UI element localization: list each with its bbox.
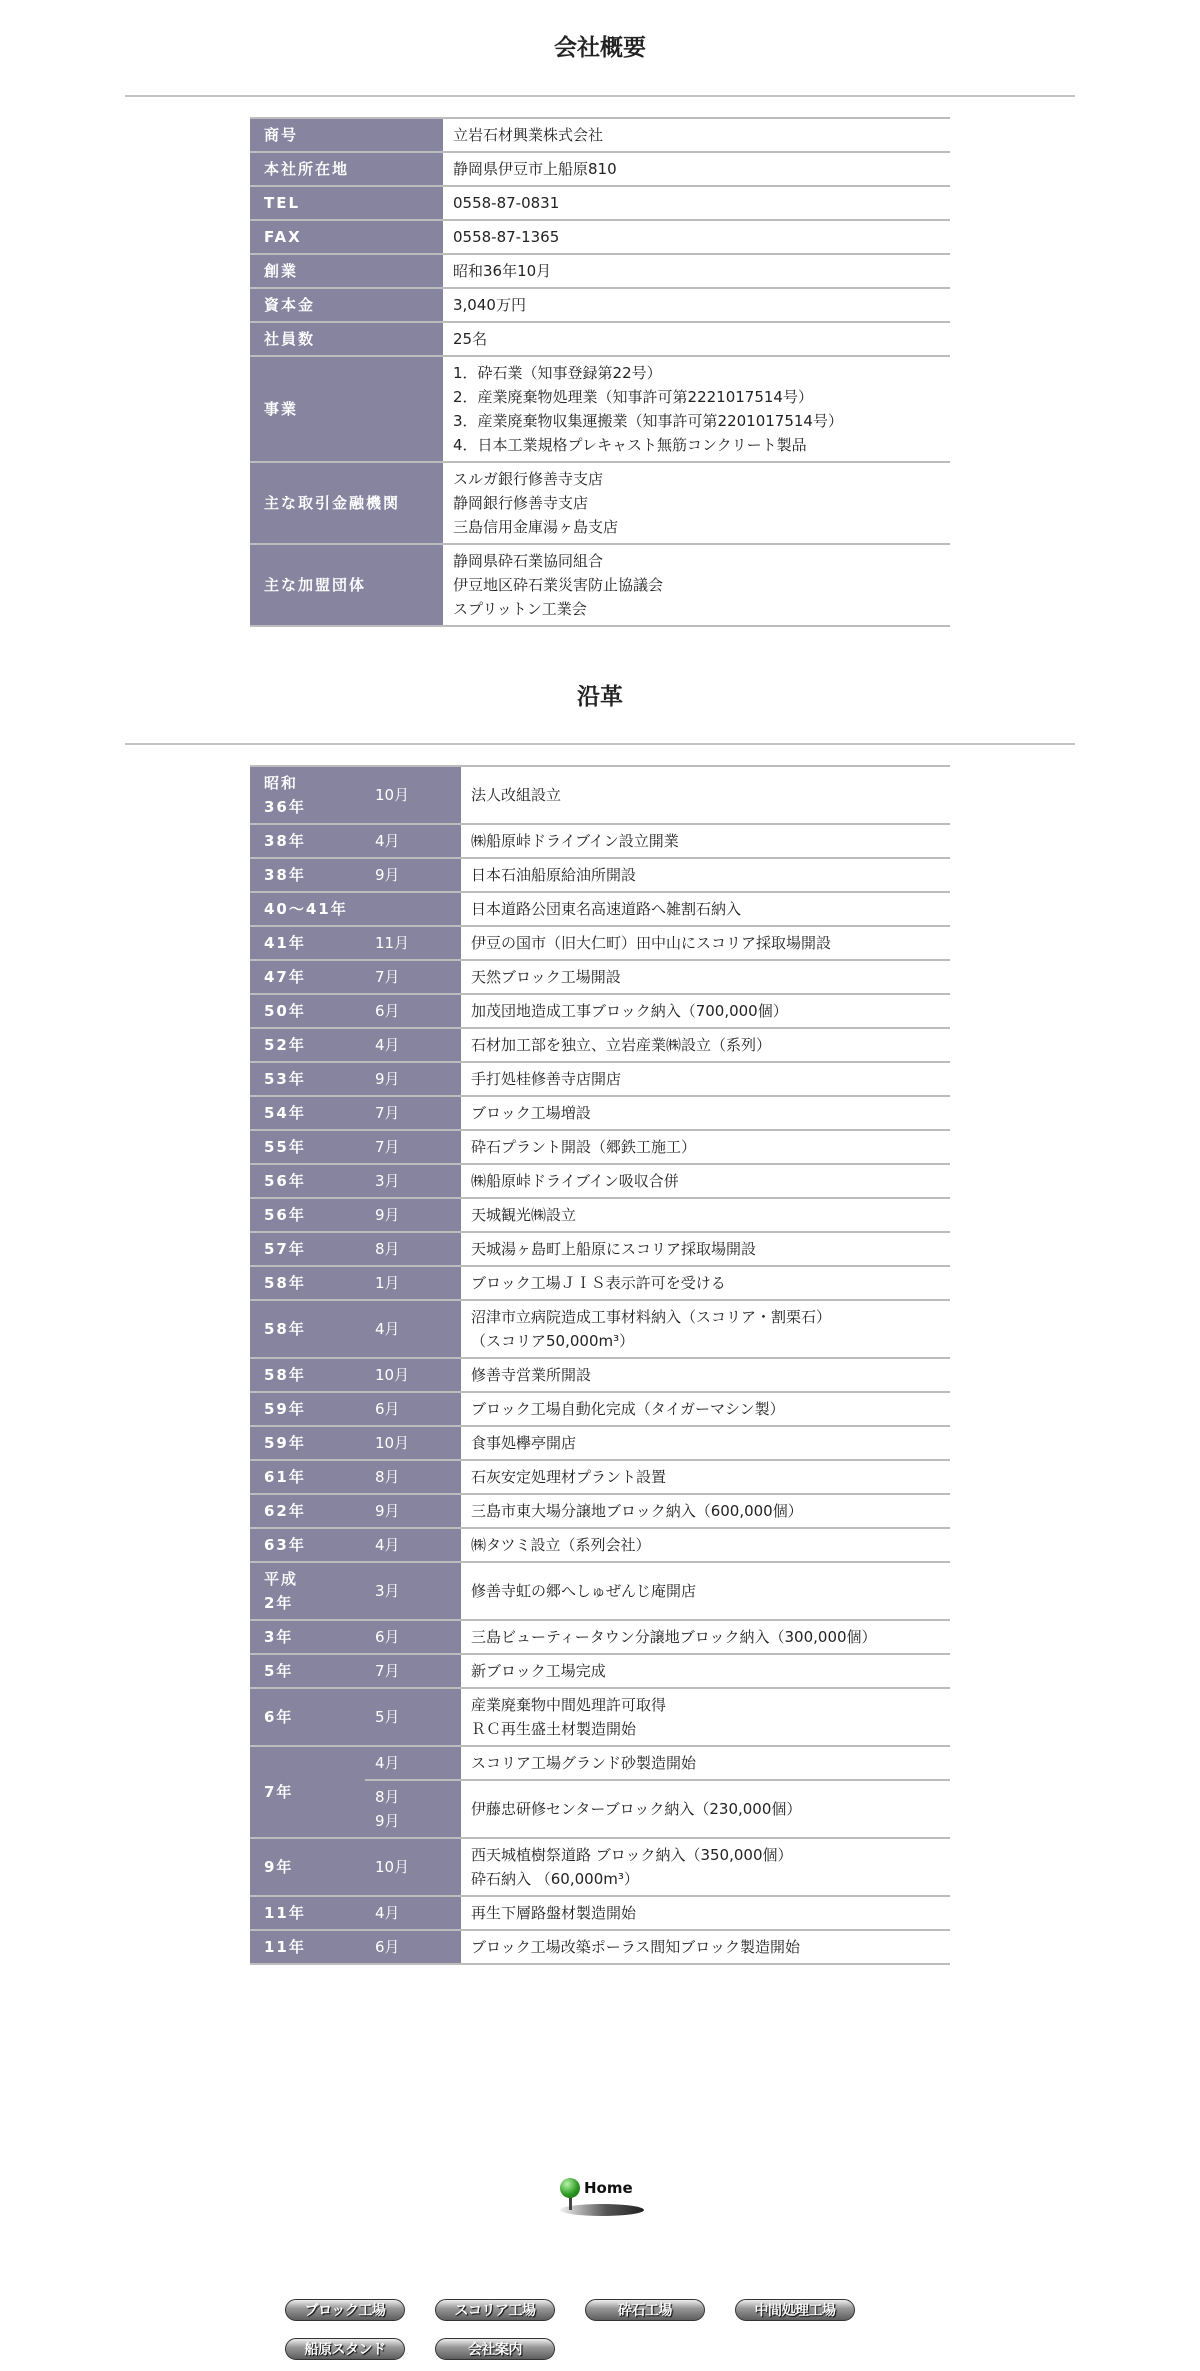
history-event: 日本道路公団東名高速道路へ雑割石納入 [461,892,950,926]
overview-row [250,356,950,462]
history-year: 57年 [250,1232,365,1266]
history-year: 54年 [250,1096,365,1130]
history-year: 41年 [250,926,365,960]
history-year: 50年 [250,994,365,1028]
overview-value-line: 静岡銀行修善寺支店 [453,494,589,512]
nav-button-funabara-stand[interactable]: 船原スタンド [285,2338,405,2360]
history-event: 天然ブロック工場開設 [461,960,950,994]
history-event: 伊藤忠研修センターブロック納入（230,000個） [461,1780,950,1838]
overview-row [250,254,950,288]
history-month: 4月 [365,824,461,858]
nav-button-intermediate-processing[interactable]: 中間処理工場 [735,2299,855,2321]
history-month: 10月 [365,1426,461,1460]
history-row [250,1460,950,1494]
history-event: 砕石プラント開設（郷鉄工施工） [461,1130,950,1164]
overview-label: 主な加盟団体 [250,544,443,626]
history-month: 10月 [365,766,461,824]
history-year: 9年 [250,1838,365,1896]
history-year: 平成 2年 [250,1562,365,1620]
history-event: 新ブロック工場完成 [461,1654,950,1688]
history-month: 9月 [365,858,461,892]
history-event: 再生下層路盤材製造開始 [461,1896,950,1930]
history-year: 53年 [250,1062,365,1096]
overview-label: FAX [250,220,443,254]
nav-button-company-info[interactable]: 会社案内 [435,2338,555,2360]
home-link[interactable] [556,2170,646,2220]
history-year: 56年 [250,1198,365,1232]
history-year: 47年 [250,960,365,994]
overview-value-line: スルガ銀行修善寺支店 [453,470,604,488]
history-month: 8月 [365,1460,461,1494]
overview-value-line: 静岡県砕石業協同組合 [453,552,604,570]
history-row [250,1164,950,1198]
history-event: 法人改組設立 [461,766,950,824]
history-year: 38年 [250,858,365,892]
history-year: 昭和 36年 [250,766,365,824]
history-month [365,892,461,926]
overview-value: 昭和36年10月 [443,254,950,288]
history-event: 天城観光㈱設立 [461,1198,950,1232]
history-event: ㈱船原峠ドライブイン吸収合併 [461,1164,950,1198]
overview-row [250,152,950,186]
overview-value-line: スプリットン工業会 [453,600,587,618]
history-divider [125,743,1075,745]
history-month: 6月 [365,1392,461,1426]
history-row [250,994,950,1028]
history-month: 4月 [365,1746,461,1780]
overview-label: 事業 [250,356,443,462]
history-year: 58年 [250,1300,365,1358]
company-history-table [250,765,950,1965]
overview-value: 0558-87-1365 [443,220,950,254]
overview-value-line: 三島信用金庫湯ヶ島支店 [453,518,619,536]
history-row [250,1528,950,1562]
overview-row [250,288,950,322]
history-row [250,926,950,960]
home-pin-icon [569,2196,572,2210]
nav-button-block-factory[interactable]: ブロック工場 [285,2299,405,2321]
history-row [250,1198,950,1232]
history-event: ブロック工場自動化完成（タイガーマシン製） [461,1392,950,1426]
history-event: ㈱船原峠ドライブイン設立開業 [461,824,950,858]
overview-label: 資本金 [250,288,443,322]
history-event: 加茂団地造成工事ブロック納入（700,000個） [461,994,950,1028]
history-event: ブロック工場増設 [461,1096,950,1130]
history-month: 4月 [365,1028,461,1062]
history-month: 6月 [365,1930,461,1964]
overview-value-line: 伊豆地区砕石業災害防止協議会 [453,576,664,594]
overview-value [443,356,950,462]
history-event: 日本石油船原給油所開設 [461,858,950,892]
overview-value: 0558-87-0831 [443,186,950,220]
history-row [250,1654,950,1688]
overview-value: 静岡県伊豆市上船原810 [443,152,950,186]
history-row [250,1562,950,1620]
history-month: 3月 [365,1164,461,1198]
overview-label: 商号 [250,118,443,152]
overview-row [250,220,950,254]
overview-row [250,118,950,152]
history-year: 56年 [250,1164,365,1198]
nav-button-crushed-stone-factory[interactable]: 砕石工場 [585,2299,705,2321]
overview-row [250,322,950,356]
history-year: 5年 [250,1654,365,1688]
overview-value-line: 3．産業廃棄物収集運搬業（知事許可第2201017514号） [453,412,843,430]
history-year: 6年 [250,1688,365,1746]
history-year: 63年 [250,1528,365,1562]
history-month: 10月 [365,1838,461,1896]
history-event: 修善寺虹の郷へしゅぜんじ庵開店 [461,1562,950,1620]
history-month: 4月 [365,1896,461,1930]
history-row [250,1392,950,1426]
history-event: 天城湯ヶ島町上船原にスコリア採取場開設 [461,1232,950,1266]
history-month: 4月 [365,1300,461,1358]
history-event: ブロック工場改築ポーラス間知ブロック製造開始 [461,1930,950,1964]
history-row [250,1838,950,1896]
history-month: 1月 [365,1266,461,1300]
history-month: 9月 [365,1494,461,1528]
history-month: 5月 [365,1688,461,1746]
overview-value-line: 1．砕石業（知事登録第22号） [453,364,662,382]
history-event: 沼津市立病院造成工事材料納入（スコリア・割栗石） （スコリア50,000m³） [461,1300,950,1358]
history-month: 7月 [365,1096,461,1130]
history-event: ブロック工場ＪＩＳ表示許可を受ける [461,1266,950,1300]
history-row [250,1746,950,1780]
history-event: 石灰安定処理材プラント設置 [461,1460,950,1494]
overview-label: TEL [250,186,443,220]
history-row [250,1494,950,1528]
history-title: 沿革 [577,684,623,710]
overview-value: 25名 [443,322,950,356]
history-month: 9月 [365,1062,461,1096]
history-year: 59年 [250,1392,365,1426]
history-row [250,1266,950,1300]
overview-label: 本社所在地 [250,152,443,186]
history-event: 石材加工部を独立、立岩産業㈱設立（系列） [461,1028,950,1062]
home-label: Home [584,2179,633,2197]
history-row [250,960,950,994]
history-year: 7年 [250,1746,365,1838]
history-row [250,1896,950,1930]
overview-value-line: 2．産業廃棄物処理業（知事許可第2221017514号） [453,388,813,406]
history-row [250,1426,950,1460]
history-event: 三島市東大場分譲地ブロック納入（600,000個） [461,1494,950,1528]
overview-value [443,462,950,544]
overview-value: 立岩石材興業株式会社 [443,118,950,152]
history-row [250,1620,950,1654]
history-month: 4月 [365,1528,461,1562]
history-event: 西天城植樹祭道路 ブロック納入（350,000個） 砕石納入 （60,000m³） [461,1838,950,1896]
overview-divider [125,95,1075,97]
home-ball-icon [560,2178,580,2198]
history-row [250,766,950,824]
history-month: 7月 [365,960,461,994]
history-month: 6月 [365,1620,461,1654]
overview-value-line: 4．日本工業規格プレキャスト無筋コンクリート製品 [453,436,807,454]
history-year: 58年 [250,1266,365,1300]
history-row [250,1930,950,1964]
history-event: 伊豆の国市（旧大仁町）田中山にスコリア採取場開設 [461,926,950,960]
history-event: スコリア工場グランド砂製造開始 [461,1746,950,1780]
history-month: 10月 [365,1358,461,1392]
history-month: 6月 [365,994,461,1028]
history-row [250,1688,950,1746]
history-year: 11年 [250,1896,365,1930]
history-month: 9月 [365,1198,461,1232]
history-month: 11月 [365,926,461,960]
history-row [250,824,950,858]
history-month: 3月 [365,1562,461,1620]
company-overview-table [250,117,950,627]
history-month: 8月 9月 [365,1780,461,1838]
overview-label: 主な取引金融機関 [250,462,443,544]
history-month: 8月 [365,1232,461,1266]
history-month: 7月 [365,1654,461,1688]
history-event: 修善寺営業所開設 [461,1358,950,1392]
history-row [250,858,950,892]
history-year: 40～41年 [250,892,365,926]
history-year: 59年 [250,1426,365,1460]
overview-value [443,544,950,626]
history-event: 三島ビューティータウン分譲地ブロック納入（300,000個） [461,1620,950,1654]
overview-row [250,544,950,626]
overview-label: 創業 [250,254,443,288]
overview-row [250,186,950,220]
history-month: 7月 [365,1130,461,1164]
history-year: 61年 [250,1460,365,1494]
history-event: ㈱タツミ設立（系列会社） [461,1528,950,1562]
history-row [250,1062,950,1096]
nav-button-scoria-factory[interactable]: スコリア工場 [435,2299,555,2321]
history-year: 38年 [250,824,365,858]
history-row [250,1130,950,1164]
history-row [250,1028,950,1062]
history-year: 52年 [250,1028,365,1062]
history-event: 食事処欅亭開店 [461,1426,950,1460]
history-event: 産業廃棄物中間処理許可取得 ＲＣ再生盛土材製造開始 [461,1688,950,1746]
history-event: 手打処桂修善寺店開店 [461,1062,950,1096]
overview-row [250,462,950,544]
overview-value: 3,040万円 [443,288,950,322]
history-row [250,1232,950,1266]
history-year: 55年 [250,1130,365,1164]
history-row [250,892,950,926]
overview-title: 会社概要 [554,35,646,61]
overview-label: 社員数 [250,322,443,356]
history-year: 3年 [250,1620,365,1654]
history-row [250,1300,950,1358]
history-row [250,1096,950,1130]
history-year: 62年 [250,1494,365,1528]
history-year: 11年 [250,1930,365,1964]
history-year: 58年 [250,1358,365,1392]
home-pedestal-icon [560,2204,644,2216]
history-row [250,1358,950,1392]
